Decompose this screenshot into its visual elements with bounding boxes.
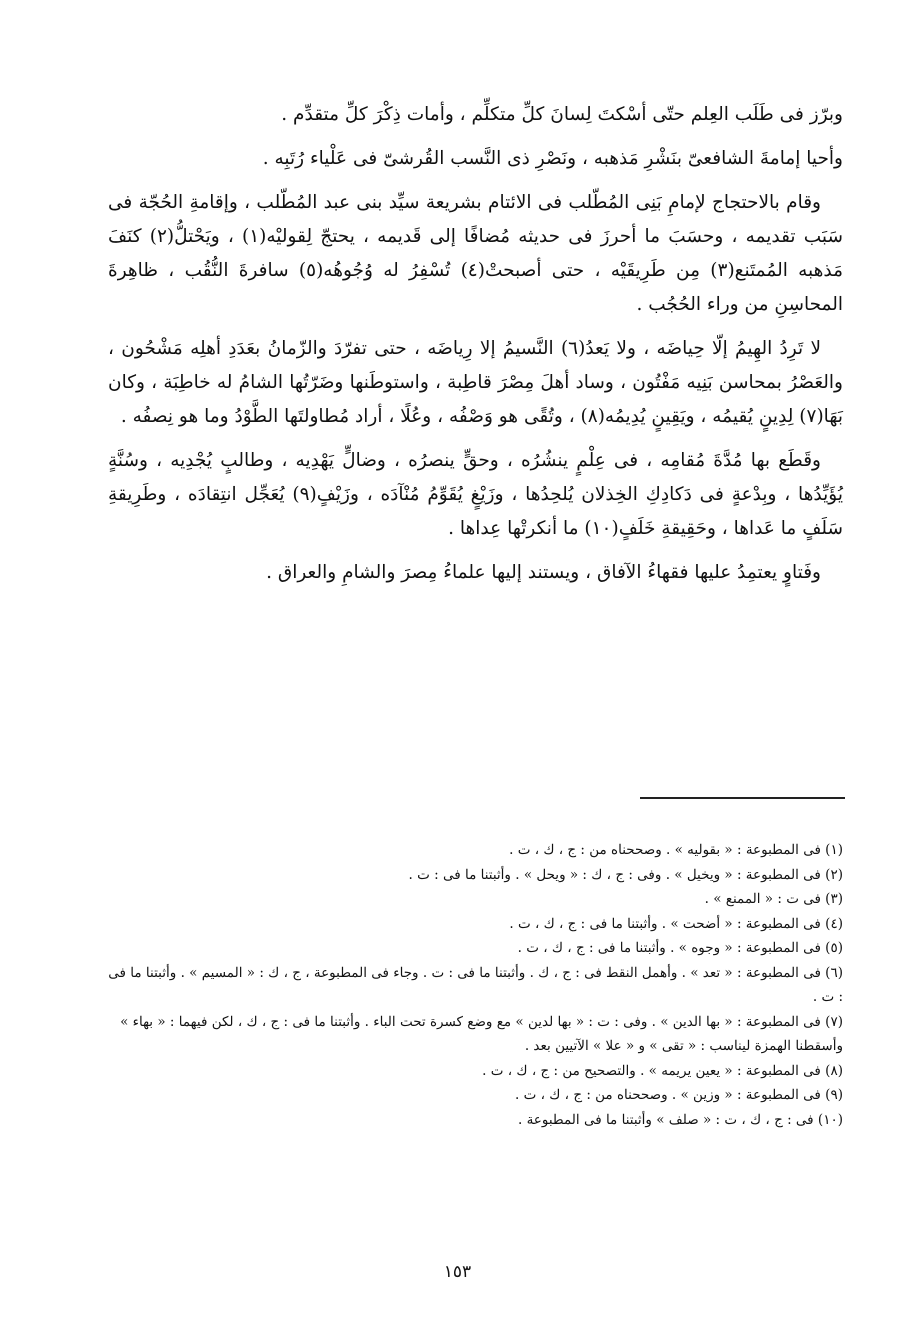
footnote: (٤) فى المطبوعة : « أضحت » . وأثبتنا ما فى : ج ، ك ، ت . bbox=[509, 915, 843, 932]
paragraph: لا تَرِدُ الهِيمُ إلّا حِياضَه ، ولا يَعدُ(٦) النَّسيمُ إلا رِياضَه ، حتى تفرّدَ والزّمانُ بعَدَدِ أهلِه مَشْحُون ، والعَصْرُ بمحاسن بَنِيه مَفْتُون ، وساد أهلَ مِصْرَ قاطِبة ، واستوطَنها وضَرّتُها الشامُ له خاطِبَة ، وكان بَهَا(٧) لِدِينٍ يُقيمُه ، ويَقِينٍ يُدِيمُه(٨) ، وتُقًى هو وَصْفُه ، وعُلًا ، أراد مُطاولتَها الطَّوْدُ وما هو نِصفُه . bbox=[108, 338, 843, 427]
footnote: (٦) فى المطبوعة : « تعد » . وأهمل النقط فى : ج ، ك . وأثبتنا ما فى : ت . وجاء فى المطبوعة ، ج ، ك : « المسيم » . وأثبتنا ما فى : ت . bbox=[108, 964, 843, 1005]
footnote: (١) فى المطبوعة : « بقوليه » . وصححناه من : ج ، ك ، ت . bbox=[509, 842, 843, 858]
paragraph: وفَتاوٍ يعتمِدُ عليها فقهاءُ الآفاق ، ويستند إليها علماءُ مِصرَ والشامِ والعراق . bbox=[266, 562, 821, 583]
paragraph: وقَطَع بها مُدَّةَ مُقامِه ، فى عِلْمٍ ينشُرُه ، وحقٍّ ينصرُه ، وضالٍّ يَهْدِيه ، وطالبٍ يُجْدِيه ، وسُنَّةٍ يُؤَيِّدُها ، وبِدْعةٍ فى دَكادِكِ الخِذلان يُلحِدُها ، وزَيْغٍ يُقَوِّمُ مُنْآدَه ، وزَيْفٍ(٩) يُعَجِّل انتِقادَه ، وطَرِيقةِ سَلَفٍ ما عَداها ، وحَقِيقةِ خَلَفٍ(١٠) ما أنكرتْها عِداها . bbox=[108, 450, 843, 539]
footnote: (٢) فى المطبوعة : « ويخيل » . وفى : ج ، ك : « ويحل » . وأثبتنا ما فى : ت . bbox=[408, 866, 843, 883]
main-text-block bbox=[108, 98, 843, 600]
footnote: (١٠) فى : ج ، ك ، ت : « صلف » وأثبتنا ما فى المطبوعة . bbox=[517, 1111, 843, 1128]
paragraph: وبرّز فى طَلَب العِلم حتّى أسْكتَ لِسانَ كلِّ متكلِّم ، وأمات ذِكْرَ كلِّ متقدِّم . bbox=[281, 104, 843, 125]
footnote: (٧) فى المطبوعة : « بها الدين » . وفى : ت : « بها لدين » مع وضع كسرة تحت الباء . وأثبتنا ما فى : ج ، ك ، لكن فيهما : « بهاء » وأسقطنا الهمزة ليناسب : « تقى » و « علا » الآتيين بعد . bbox=[120, 1013, 843, 1054]
paragraph: وأحيا إمامةَ الشافعىّ بنَشْرِ مَذهبه ، ونَصْرِ ذى النَّسب القُرشىّ فى عَلْياء رُتَبِه . bbox=[262, 148, 843, 169]
footnote: (٥) فى المطبوعة : « وجوه » . وأثبتنا ما فى : ج ، ك ، ت . bbox=[517, 940, 843, 956]
paragraph: وقام بالاحتجاج لإمامِ بَنِى المُطّلب فى الائتام بشريعة سيِّد بنى عبد المُطّلب ، وإقامةِ الحُجّة فى سَبَب تقديمه ، وحسَبَ ما أحرزَ فى حديثه مُضافًا إلى قَديمه ، يحتجّ لِقوليْه(١) ، ويَحْتلُّ(٢) كنَفَ مَذهبه المُمتَنع(٣) مِن طَرِيقَيْه ، حتى أصبحتْ(٤) تُسْفِرُ له وُجُوهُه(٥) سافرةَ النُّقُب ، ظاهِرةَ المحاسِنِ من وراء الحُجُب . bbox=[108, 192, 844, 315]
footnote: (٩) فى المطبوعة : « وزين » . وصححناه من : ج ، ك ، ت . bbox=[515, 1087, 843, 1103]
footnote: (٣) فى ت : « الممنع » . bbox=[704, 891, 843, 907]
footnote-separator bbox=[640, 797, 845, 799]
footnotes-block bbox=[108, 838, 843, 1132]
page-number: ١٥٣ bbox=[443, 1262, 472, 1282]
footnote: (٨) فى المطبوعة : « يعين يريمه » . والتصحيح من : ج ، ك ، ت . bbox=[482, 1062, 843, 1079]
